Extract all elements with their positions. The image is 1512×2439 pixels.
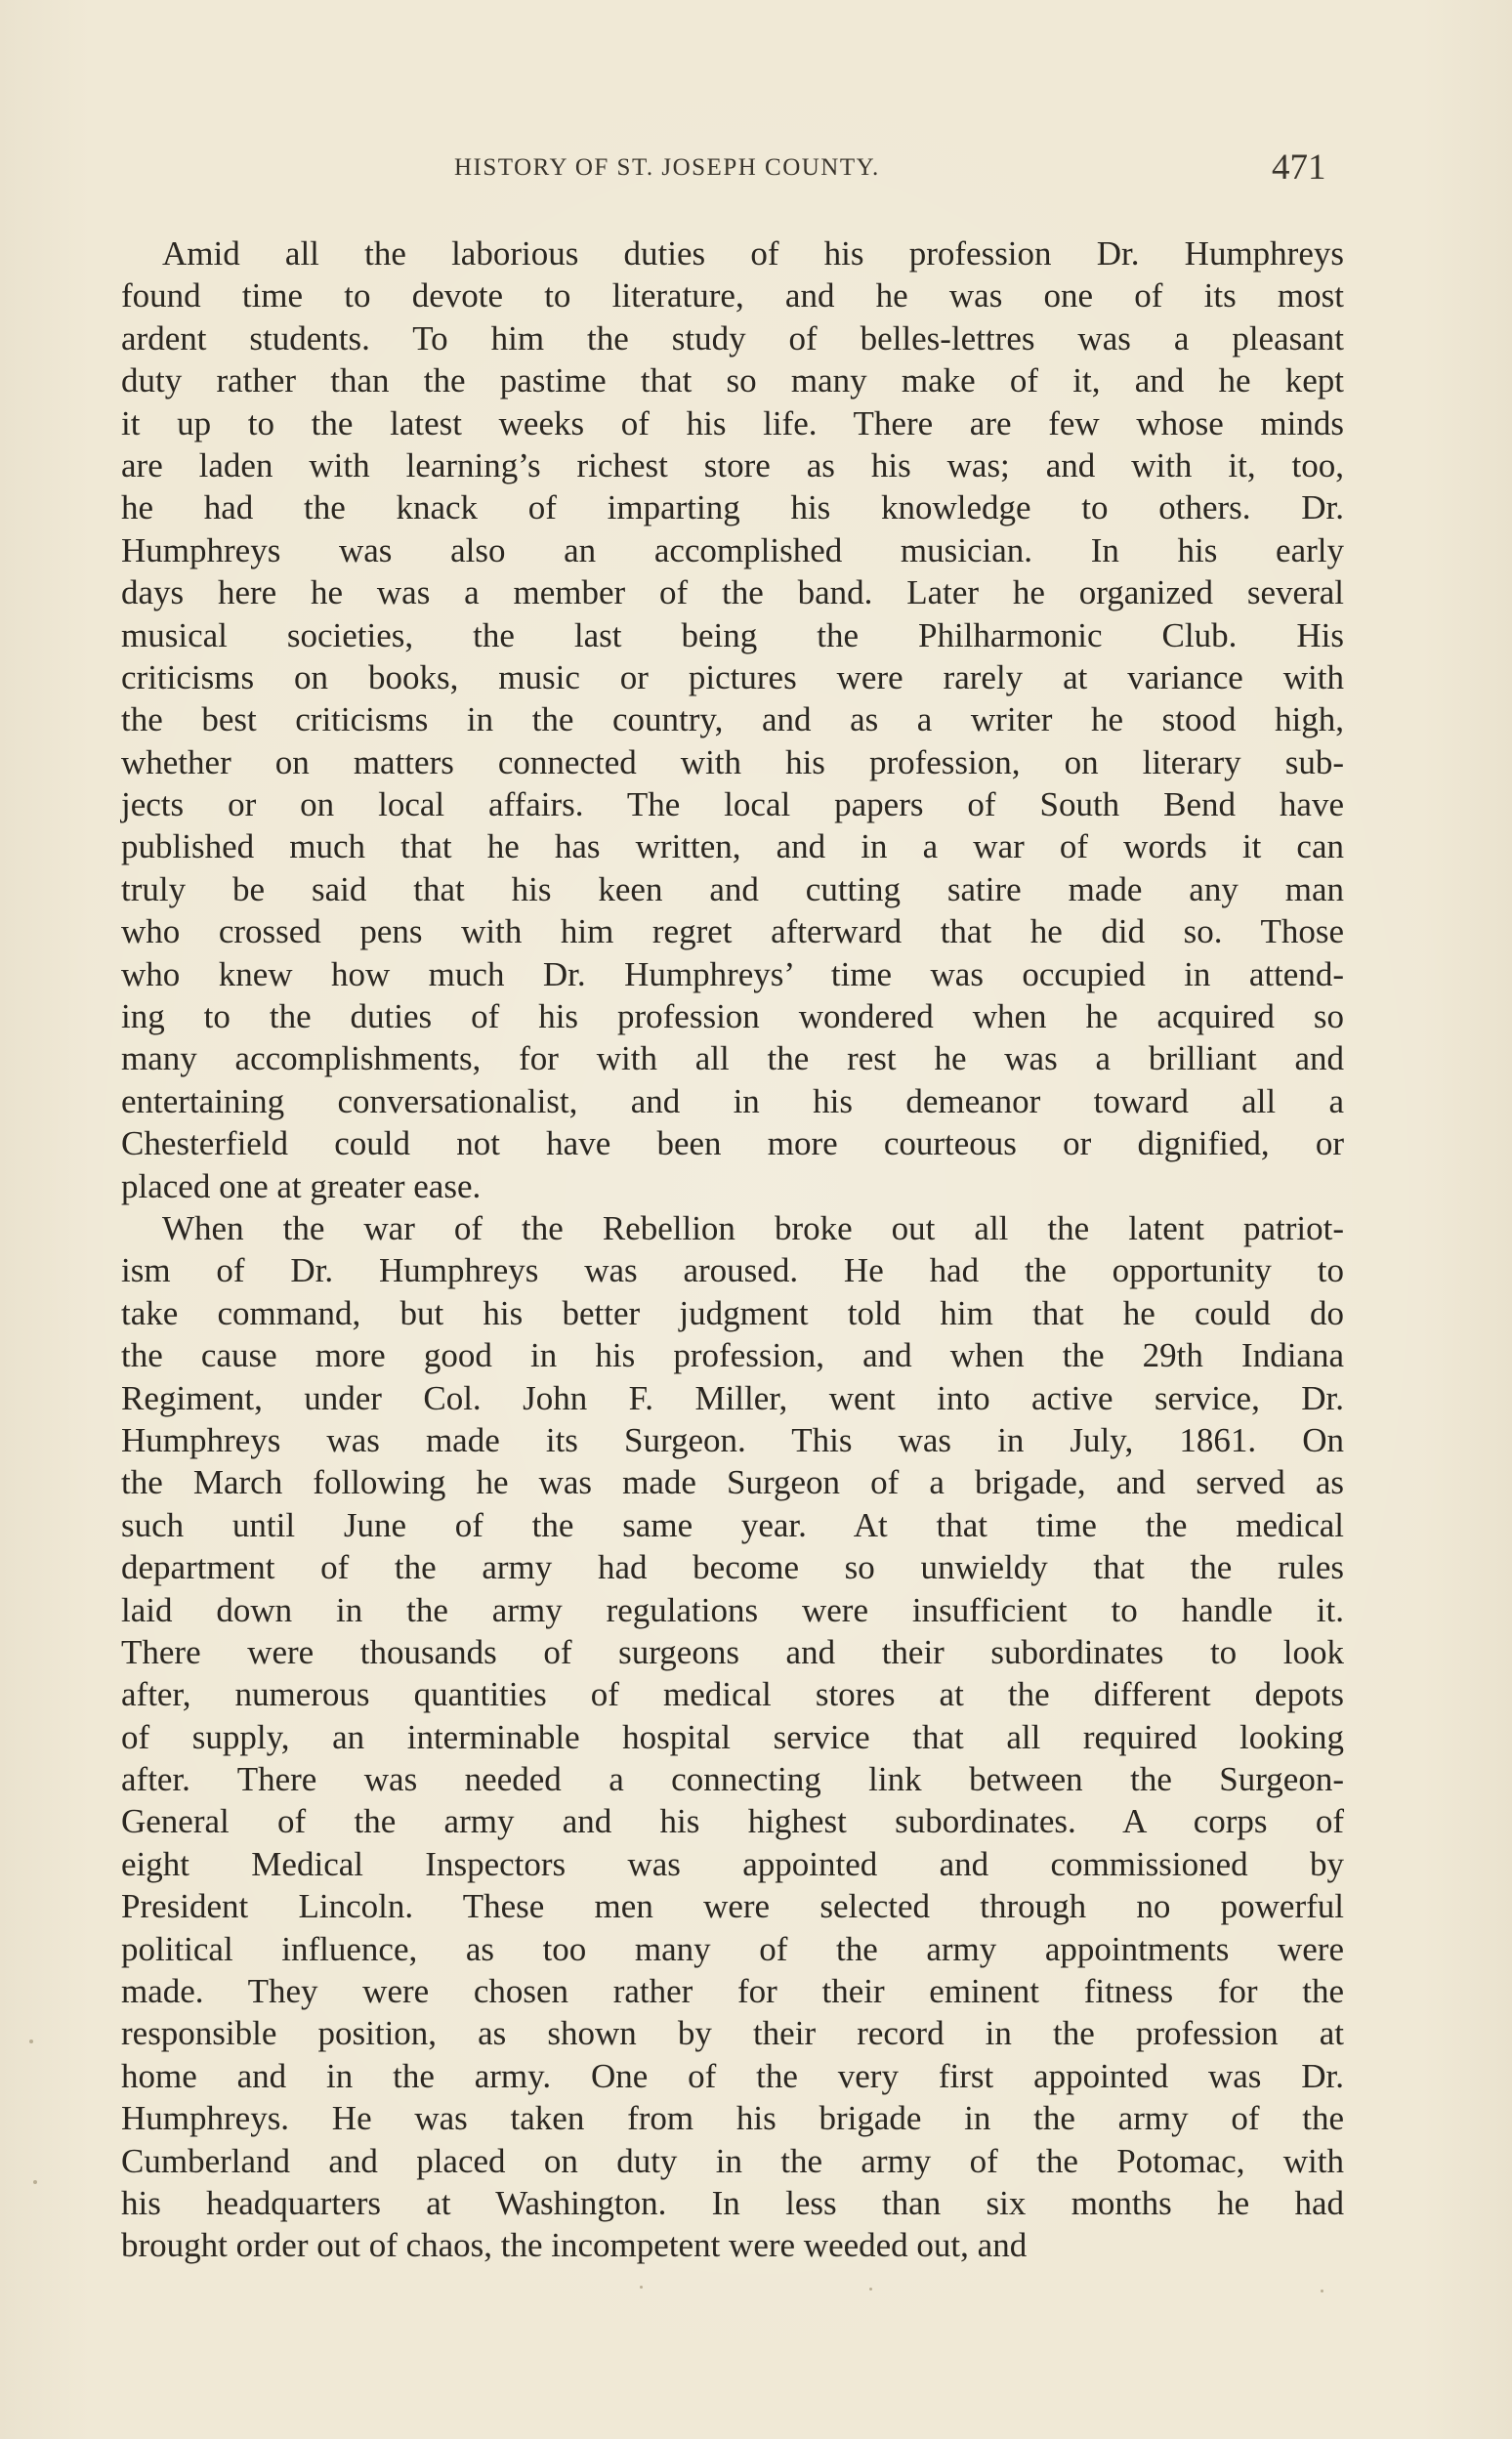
text-line: of supply, an interminable hospital service that all required looking <box>121 1717 1344 1756</box>
text-line: the cause more good in his profession, and when the 29th Indiana <box>121 1336 1344 1375</box>
text-line: brought order out of chaos, the incompetent were weeded out, and <box>121 2226 1028 2265</box>
text-line: take command, but his better judgment told him that he could do <box>121 1293 1344 1332</box>
text-line: the March following he was made Surgeon of a brigade, and served as <box>121 1463 1344 1502</box>
text-line: truly be said that his keen and cutting satire made any man <box>121 869 1344 908</box>
text-line: home and in the army. One of the very first appointed was Dr. <box>121 2056 1344 2095</box>
text-line: General of the army and his highest subordinates. A corps of <box>121 1802 1344 1841</box>
text-line: President Lincoln. These men were selected through no powerful <box>121 1887 1344 1926</box>
text-line: many accomplishments, for with all the rest he was a brilliant and <box>121 1039 1344 1078</box>
paper-speck <box>869 2288 872 2291</box>
text-line: ardent students. To him the study of belles-lettres was a pleasant <box>121 318 1344 357</box>
paper-speck <box>640 2286 643 2289</box>
text-line: he had the knack of imparting his knowledge to others. Dr. <box>121 488 1344 527</box>
text-line: his headquarters at Washington. In less than six months he had <box>121 2183 1344 2222</box>
paper-speck <box>1321 2290 1323 2292</box>
text-line: laid down in the army regulations were insufficient to handle it. <box>121 1590 1344 1629</box>
paper-speck <box>29 2040 33 2043</box>
text-line: responsible position, as shown by their record in the profession at <box>121 2014 1344 2053</box>
text-line: made. They were chosen rather for their eminent fitness for the <box>121 1972 1344 2011</box>
text-line: Humphreys was also an accomplished musician. In his early <box>121 530 1344 569</box>
text-line: ism of Dr. Humphreys was aroused. He had the opportunity to <box>121 1251 1344 1290</box>
text-line: ing to the duties of his profession wondered when he acquired so <box>121 997 1344 1036</box>
text-line: political influence, as too many of the army appointments were <box>121 1929 1344 1968</box>
text-line: are laden with learning’s richest store as his was; and with it, too, <box>121 445 1344 484</box>
text-line: jects or on local affairs. The local papers of South Bend have <box>121 785 1344 824</box>
text-line: Cumberland and placed on duty in the army of the Potomac, with <box>121 2141 1344 2180</box>
text-line: published much that he has written, and in a war of words it can <box>121 827 1344 866</box>
text-line: whether on matters connected with his profession, on literary sub- <box>121 742 1344 781</box>
text-line: such until June of the same year. At that time the medical <box>121 1505 1344 1544</box>
page-number: 471 <box>1272 147 1326 188</box>
text-line: Amid all the laborious duties of his profession Dr. Humphreys <box>162 234 1344 273</box>
text-line: Regiment, under Col. John F. Miller, went into active service, Dr. <box>121 1378 1344 1417</box>
text-line: Chesterfield could not have been more courteous or dignified, or <box>121 1124 1344 1163</box>
text-line: Humphreys. He was taken from his brigade in the army of the <box>121 2099 1344 2138</box>
text-line: musical societies, the last being the Philharmonic Club. His <box>121 615 1344 654</box>
text-line: duty rather than the pastime that so many make of it, and he kept <box>121 361 1344 400</box>
body-text <box>121 232 1344 2267</box>
running-head: HISTORY OF ST. JOSEPH COUNTY. <box>454 154 880 181</box>
text-line: There were thousands of surgeons and their subordinates to look <box>121 1632 1344 1671</box>
text-line: placed one at greater ease. <box>121 1166 482 1205</box>
text-line: department of the army had become so unwieldy that the rules <box>121 1548 1344 1587</box>
paragraph-1 <box>121 232 1344 1207</box>
text-line: entertaining conversationalist, and in his demeanor toward all a <box>121 1081 1344 1120</box>
text-line: after, numerous quantities of medical stores at the different depots <box>121 1675 1344 1714</box>
text-line: criticisms on books, music or pictures were rarely at variance with <box>121 657 1344 696</box>
text-line: When the war of the Rebellion broke out all the latent patriot- <box>162 1208 1344 1247</box>
paragraph-2 <box>121 1207 1344 2267</box>
text-line: found time to devote to literature, and he was one of its most <box>121 276 1344 315</box>
text-line: eight Medical Inspectors was appointed and commissioned by <box>121 1844 1344 1883</box>
text-line: who crossed pens with him regret afterward that he did so. Those <box>121 912 1344 951</box>
text-line: days here he was a member of the band. Later he organized several <box>121 573 1344 612</box>
text-line: the best criticisms in the country, and as a writer he stood high, <box>121 700 1344 739</box>
text-line: Humphreys was made its Surgeon. This was in July, 1861. On <box>121 1420 1344 1459</box>
paper-speck <box>33 2180 37 2184</box>
text-line: who knew how much Dr. Humphreys’ time was occupied in attend- <box>121 954 1344 993</box>
text-line: after. There was needed a connecting link between the Surgeon- <box>121 1760 1344 1799</box>
text-line: it up to the latest weeks of his life. There are few whose minds <box>121 403 1344 442</box>
